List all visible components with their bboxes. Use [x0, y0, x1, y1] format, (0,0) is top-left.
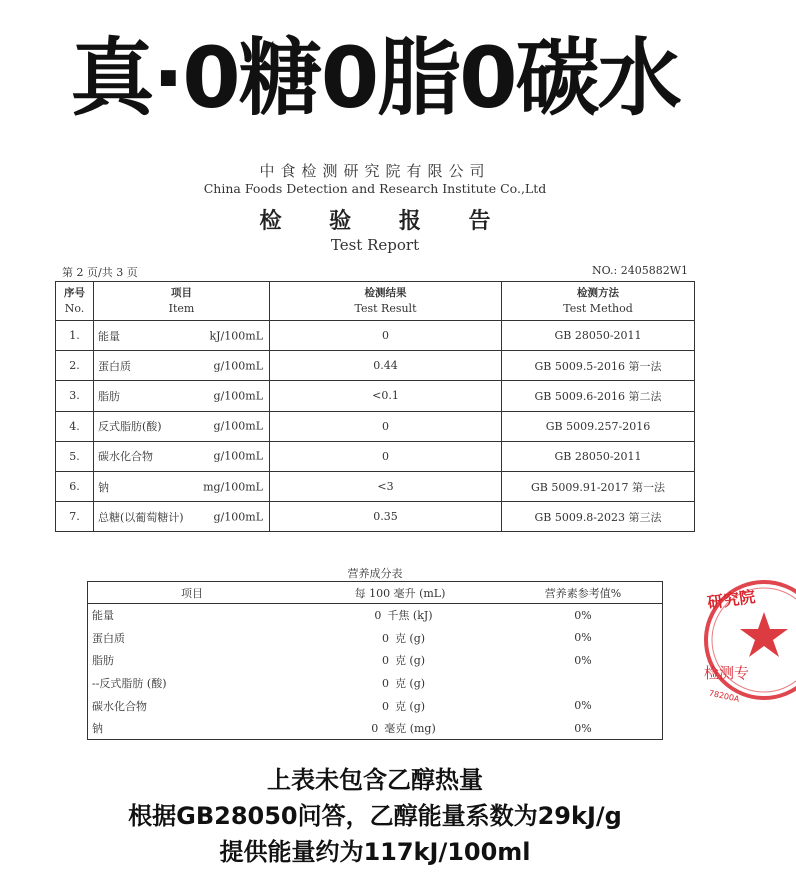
row-method: GB 28050-2011: [502, 441, 695, 471]
table-row: [56, 381, 695, 411]
nutrition-title: 营养成分表: [347, 567, 403, 580]
nutrient-nrv: 0%: [574, 653, 592, 667]
row-no: 1.: [56, 321, 94, 351]
row-method: GB 28050-2011: [502, 321, 695, 351]
header-label-en: Test Method: [563, 302, 633, 315]
item-name: 能量: [98, 329, 120, 343]
report-number: NO.: 2405882W1: [592, 264, 688, 277]
table-row: [56, 351, 695, 381]
list-item: [88, 672, 663, 695]
nutrient-value: 0: [371, 722, 379, 736]
table-row: [56, 471, 695, 501]
seal-code: 78200A: [708, 688, 741, 704]
footer-line-3: 提供能量约为117kJ/100ml: [219, 838, 531, 866]
nutrient-amount: [296, 694, 504, 717]
nutrient-unit: 克 (g): [394, 699, 426, 713]
report-title-cn: 检 验 报 告: [259, 208, 511, 234]
table-row: [56, 411, 695, 441]
item-name: 反式脂肪(酸): [98, 420, 162, 434]
row-method: GB 5009.6-2016 第二法: [502, 381, 695, 411]
row-method: GB 5009.257-2016: [502, 411, 695, 441]
nutrient-amount: [296, 672, 504, 695]
row-result: 0: [270, 321, 502, 351]
row-item: [94, 411, 270, 441]
nutrition-table: [87, 581, 663, 740]
seal-text-top: 研究院: [706, 586, 757, 613]
header-label-cn: 序号: [64, 287, 85, 299]
nutrient-nrv: 0%: [574, 699, 592, 713]
nutrient-nrv: 0%: [574, 631, 592, 645]
row-method: GB 5009.5-2016 第一法: [502, 351, 695, 381]
footer-line-2: 根据GB28050问答，乙醇能量系数为29kJ/g: [128, 802, 622, 830]
report-title-en: Test Report: [330, 236, 420, 254]
nutrient-amount: [296, 626, 504, 649]
item-name: 蛋白质: [98, 359, 131, 373]
red-seal-stamp: [700, 574, 796, 706]
nutrient-unit: 千焦 (kJ): [387, 609, 433, 623]
item-unit: mg/100mL: [203, 480, 263, 494]
nutrient-unit: 克 (g): [394, 631, 426, 645]
nutrient-name: 能量: [92, 609, 114, 623]
row-item: [94, 441, 270, 471]
nutrient-unit: 毫克 (mg): [384, 722, 436, 736]
row-item: [94, 351, 270, 381]
row-item: [94, 471, 270, 501]
page-info: 第 2 页/共 3 页: [62, 266, 138, 279]
nutrient-amount: [296, 717, 504, 740]
row-result: 0: [270, 411, 502, 441]
row-method: GB 5009.8-2023 第三法: [502, 502, 695, 532]
item-unit: kJ/100mL: [209, 329, 263, 343]
list-item: [88, 604, 663, 627]
nutrient-unit: 克 (g): [394, 676, 426, 690]
item-name: 脂肪: [98, 389, 120, 403]
nutrient-unit: 克 (g): [394, 654, 426, 668]
row-item: [94, 502, 270, 532]
seal-text-bottom: 检测专: [704, 664, 750, 682]
header-label-cn: 检测方法: [577, 287, 619, 299]
header-method: [502, 282, 695, 321]
nutrition-header-row: [88, 582, 663, 604]
row-result: 0.44: [270, 351, 502, 381]
item-unit: g/100mL: [213, 449, 263, 463]
item-unit: g/100mL: [213, 389, 263, 403]
nutrition-header-item: 项目: [88, 582, 297, 604]
nutrient-name: 脂肪: [92, 654, 114, 668]
row-item: [94, 321, 270, 351]
nutrient-nrv: 0%: [574, 721, 592, 735]
item-unit: g/100mL: [213, 419, 263, 433]
headline: 真·0糖0脂0碳水: [70, 29, 680, 127]
item-name: 碳水化合物: [98, 450, 153, 464]
row-result: <3: [270, 471, 502, 501]
row-item: [94, 381, 270, 411]
nutrient-nrv: [504, 672, 663, 695]
results-header-row: [56, 282, 695, 321]
header-label-cn: 检测结果: [364, 287, 407, 299]
header-item: [94, 282, 270, 321]
list-item: [88, 717, 663, 740]
nutrient-value: 0: [381, 631, 389, 645]
nutrient-value: 0: [381, 699, 389, 713]
nutrient-name: --反式脂肪 (酸): [92, 676, 167, 690]
row-no: 7.: [56, 502, 94, 532]
list-item: [88, 649, 663, 672]
header-result: [270, 282, 502, 321]
header-label-en: No.: [64, 302, 85, 315]
item-unit: g/100mL: [213, 510, 263, 524]
row-no: 5.: [56, 441, 94, 471]
item-unit: g/100mL: [213, 359, 263, 373]
nutrient-name: 蛋白质: [92, 631, 125, 645]
nutrient-value: 0: [374, 609, 382, 623]
header-label-cn: 项目: [171, 287, 192, 299]
nutrient-name: 钠: [92, 722, 103, 736]
list-item: [88, 626, 663, 649]
header-label-en: Item: [168, 302, 195, 315]
list-item: [88, 694, 663, 717]
nutrient-value: 0: [381, 654, 389, 668]
row-method: GB 5009.91-2017 第一法: [502, 471, 695, 501]
nutrient-amount: [296, 649, 504, 672]
footer-line-1: 上表未包含乙醇热量: [267, 766, 483, 794]
table-row: [56, 441, 695, 471]
table-row: [56, 502, 695, 532]
nutrient-nrv: 0%: [574, 608, 592, 622]
item-name: 总糖(以葡萄糖计): [98, 510, 184, 524]
institute-name-cn: 中食检测研究院有限公司: [259, 162, 491, 180]
nutrition-header-per100: 每 100 毫升 (mL): [296, 582, 504, 604]
row-no: 6.: [56, 471, 94, 501]
row-result: 0: [270, 441, 502, 471]
header-label-en: Test Result: [354, 302, 417, 315]
nutrient-name: 碳水化合物: [92, 699, 147, 713]
header-no: [56, 282, 94, 321]
results-table: [55, 281, 695, 532]
row-result: <0.1: [270, 381, 502, 411]
row-result: 0.35: [270, 502, 502, 532]
row-no: 4.: [56, 411, 94, 441]
nutrient-amount: [296, 604, 504, 627]
nutrient-value: 0: [381, 676, 389, 690]
nutrition-header-nrv: 营养素参考值%: [504, 582, 663, 604]
item-name: 钠: [98, 480, 109, 494]
institute-name-en: China Foods Detection and Research Institute Co.,Ltd: [203, 181, 547, 196]
star-icon: [740, 612, 788, 657]
row-no: 2.: [56, 351, 94, 381]
table-row: [56, 321, 695, 351]
row-no: 3.: [56, 381, 94, 411]
